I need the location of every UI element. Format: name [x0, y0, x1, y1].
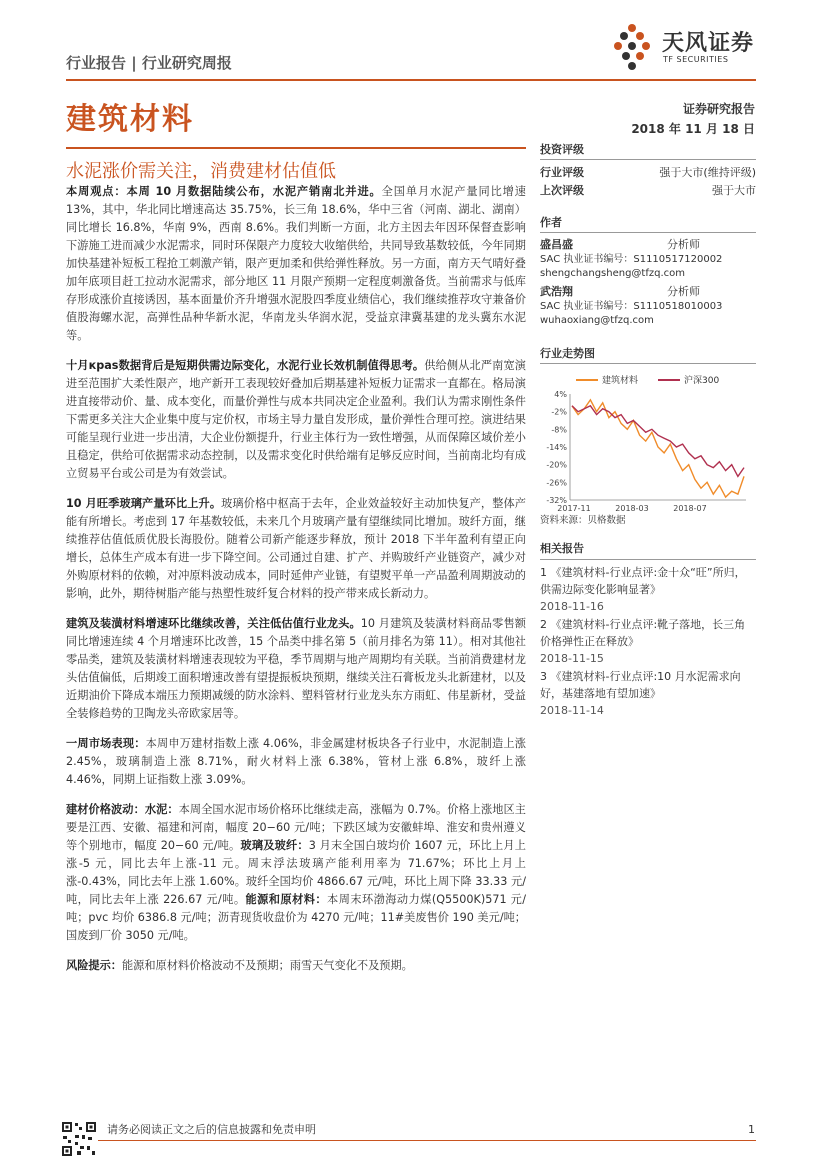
y-tick-label: -20%: [546, 460, 567, 470]
series-line: [572, 400, 744, 497]
author-1-sac: SAC 执业证书编号：S1110517120002: [540, 254, 723, 265]
paragraph-decoration: [66, 615, 526, 723]
previous-rating-value: 强于大市: [712, 184, 756, 197]
paragraph-body: 本周申万建材指数上涨 4.06%，非金属建材板块各子行业中，水泥制造上涨 2.45%，玻璃制造上涨 8.71%，耐火材料上涨 6.38%，管材上涨 6.8%，玻纤上涨 4.46%，同期上证指数上涨 3.09%。: [66, 737, 526, 786]
paragraph-supply-demand: [66, 357, 526, 483]
paragraph-lead: 本周观点：本周 10 月数据陆续公布，水泥产销南北并进。: [66, 185, 382, 198]
trend-chart: [540, 368, 756, 518]
industry-rating: [540, 164, 756, 182]
y-tick-label: -26%: [546, 478, 567, 488]
logo-dots-icon: [610, 22, 660, 72]
paragraph-weekly-view: [66, 183, 526, 345]
related-report-date: 2018-11-15: [540, 652, 604, 665]
related-report-item[interactable]: [540, 668, 756, 719]
author-heading: 作者: [540, 214, 756, 233]
related-report-title: 1 《建筑材料-行业点评:金十众“旺”所归，供需边际变化影响显著》: [540, 566, 746, 596]
paragraph-lead: 能源和原材料：: [245, 893, 328, 906]
paragraph-risk: [66, 957, 526, 975]
author-section: [540, 214, 756, 328]
related-report-item[interactable]: [540, 616, 756, 667]
y-tick-label: -8%: [551, 425, 567, 435]
footer-divider: [66, 1140, 756, 1141]
related-report-date: 2018-11-16: [540, 600, 604, 613]
paragraph-market: [66, 735, 526, 789]
author-2-sac: SAC 执业证书编号：S1110518010003: [540, 301, 723, 312]
author-2-role: 分析师: [667, 285, 700, 298]
author-1: [540, 237, 756, 253]
company-logo: [610, 22, 770, 72]
chart-heading: 行业走势图: [540, 345, 756, 364]
paragraph-body: 供给侧从北严南宽演进至范围扩大柔性限产，地产新开工表现较好叠加后期基建补短板力证需求一直都在。格局演进直接带动价、量、成本变化，而量价弹性与成本共同决定企业盈利。我们认为需求刚性条件下需更多关注大企业集中度与定价权，市场主导力量自发形成，量价弹性合理可控。演进结果可能呈现行业进一步出清，大企业份额提升，行业主体行为一致性增强，从而保障区域价差小且稳定，供给可依据需求动态控制，以及需求变化时供给端有足够反应时间，当前南北均有成立贸易平台或公司是为有效尝试。: [66, 359, 526, 480]
paragraph-lead: 风险提示：: [66, 959, 122, 972]
related-report-title: 2 《建筑材料-行业点评:靴子落地，长三角价格弹性正在释放》: [540, 618, 746, 648]
chart-source: 资料来源：贝格数据: [540, 515, 626, 526]
paragraph-body: 能源和原材料价格波动不及预期；雨雪天气变化不及预期。: [121, 959, 413, 972]
industry-rating-label: 行业评级: [540, 166, 584, 179]
paragraph-lead: 一周市场表现：: [66, 737, 146, 750]
rating-heading: 投资评级: [540, 141, 756, 160]
author-1-email[interactable]: shengchangsheng@tfzq.com: [540, 268, 685, 279]
paragraph-lead: 10 月旺季玻璃产量环比上升。: [66, 497, 222, 510]
trend-chart-section: [540, 345, 756, 522]
author-1-name: 盛昌盛: [540, 238, 573, 251]
related-heading: 相关报告: [540, 540, 756, 560]
logo-text: 天风证券: [662, 31, 755, 56]
y-tick-label: -2%: [551, 407, 567, 417]
series-line: [572, 406, 744, 477]
report-category: 行业报告 | 行业研究周报: [66, 54, 232, 72]
header-divider: [66, 79, 756, 81]
paragraph-body: 本周全国水泥市场价格环比继续走高，涨幅为 0.7%。价格上涨地区主要是江西、安徽、福建和河南，幅度 20−60 元/吨；下跌区域为安徽蚌埠、淮安和贵州遵义等个别地市，幅度 20−60 元/吨。: [66, 803, 526, 852]
y-tick-label: 4%: [554, 390, 567, 399]
previous-rating: [540, 182, 756, 200]
legend-label: 建筑材料: [602, 376, 639, 386]
logo-subtext: TF SECURITIES: [663, 55, 729, 64]
report-type: 证券研究报告: [682, 102, 755, 116]
paragraph-lead: 建筑及装潢材料增速环比继续改善，关注低估值行业龙头。: [66, 617, 361, 630]
paragraph-body: 全国单月水泥产量同比增速 13%，其中，华北同比增速高达 35.75%，长三角 18.6%，华中三省（河南、湖北、湖南）同比增长 16.8%，华南 9%，西南 8.6%。我们判断一方面，北方主因去年因环保督查影响下游施工进而减少水泥需求，同时环保限产力度较大收缩供给，共同导致基数较低，今年同期加快基建补短板工程抢工刺激产销，限产更加柔和供给弹性释放。另一方面，南方天气晴好叠加年底项目赶工拉动水泥需求，部分地区 11 月限产预期一定程度刺激备货。当前需求与低库存形成涨价直接诱因，基本面量价齐升增强水泥股四季度业绩信心，我们继续推荐攻守兼备价值股海螺水泥，高弹性品种华新水泥，华南龙头华润水泥，受益京津冀基建的龙头冀东水泥等。: [66, 185, 526, 342]
paragraph-body: 10 月建筑及装潢材料商品零售额同比增速连续 4 个月增速环比改善，15 个品类中排名第 5（前月排名为第 11）。相对其他社零品类，建筑及装潢材料增速表现较为平稳，季节周期与地产周期均有关联。当前消费建材龙头估值偏低，后期竣工面积增速改善有望提振板块预期，继续关注石膏板龙头北新建材，以及近期油价下降成本端压力预期减缓的防水涂料、塑料管材行业龙头东方雨虹、伟星新材，受益全装修趋势的卫陶龙头帝欧家居等。: [66, 617, 526, 720]
author-1-role: 分析师: [667, 238, 700, 251]
related-report-item[interactable]: [540, 564, 756, 615]
related-reports: [540, 540, 756, 720]
paragraph-body: 玻璃价格中枢高于去年，企业效益较好主动加快复产，整体产能有所增长。考虑到 17 年基数较低，未来几个月玻璃产量有望继续同比增加。玻纤方面，继续推荐估值低质优股长海股份。随着公司新产能逐步释放，预计 2018 下半年盈利有望正向增长，总体生产成本有进一步下降空间。公司通过自建、扩产、并购玻纤产业链资产，减少对外购原材料的依赖，对冲原料波动成本，同时延伸产业链，有望熨平单一产品盈利周期波动的影响，此外，期待树脂产能与热塑性玻纤复合材料的投产带来成长新动力。: [66, 497, 526, 600]
paragraph-body: 本周末环渤海动力煤(Q5500K)571 元/吨；pvc 均价 6386.8 元/吨；沥青现货收盘价为 4270 元/吨；11#美废售价 190 美元/吨；国废到厂价 3050 元/吨。: [66, 893, 526, 942]
qr-code-icon: [60, 1120, 98, 1158]
x-tick-label: 2018-03: [615, 504, 649, 513]
previous-rating-label: 上次评级: [540, 184, 584, 197]
disclaimer-link[interactable]: 请务必阅读正文之后的信息披露和免责申明: [107, 1123, 316, 1136]
x-tick-label: 2018-07: [673, 504, 707, 513]
author-2: [540, 284, 756, 300]
report-date: 2018 年 11 月 18 日: [631, 122, 755, 136]
legend-label: 沪深300: [684, 376, 720, 386]
paragraph-lead: 建材价格波动：水泥：: [66, 803, 179, 816]
page-number: 1: [748, 1123, 755, 1136]
report-title: 水泥涨价需关注，消费建材估值低: [66, 161, 336, 182]
main-content: [66, 183, 526, 987]
paragraph-body: 3 月末全国白玻均价 1607 元，环比上月上涨-5 元，同比去年上涨-11 元。周末浮法玻璃产能利用率为 71.67%；环比上月上涨-0.43%，同比去年上涨 1.60%。玻纤全国均价 4866.67 元/吨，环比上周下降 33.33 元/吨，同比去年上涨 226.67 元/吨。: [66, 839, 526, 906]
rating-section: [540, 141, 756, 200]
industry-rating-value: 强于大市(维持评级): [659, 166, 756, 179]
title-divider: [66, 147, 526, 149]
x-tick-label: 2017-11: [557, 504, 591, 513]
author-2-name: 武浩翔: [540, 285, 573, 298]
paragraph-lead: 玻璃及玻纤：: [240, 839, 309, 852]
paragraph-glass: [66, 495, 526, 603]
paragraph-lead: 十月краs数据背后是短期供需边际变化，水泥行业长效机制值得思考。: [66, 359, 425, 372]
paragraph-prices: [66, 801, 526, 945]
industry-name: 建筑材料: [66, 102, 194, 137]
author-2-email[interactable]: wuhaoxiang@tfzq.com: [540, 315, 654, 326]
related-report-date: 2018-11-14: [540, 704, 604, 717]
y-tick-label: -32%: [546, 496, 567, 505]
y-tick-label: -14%: [546, 443, 567, 452]
related-report-title: 3 《建筑材料-行业点评:10 月水泥需求向好，基建落地有望加速》: [540, 670, 741, 700]
